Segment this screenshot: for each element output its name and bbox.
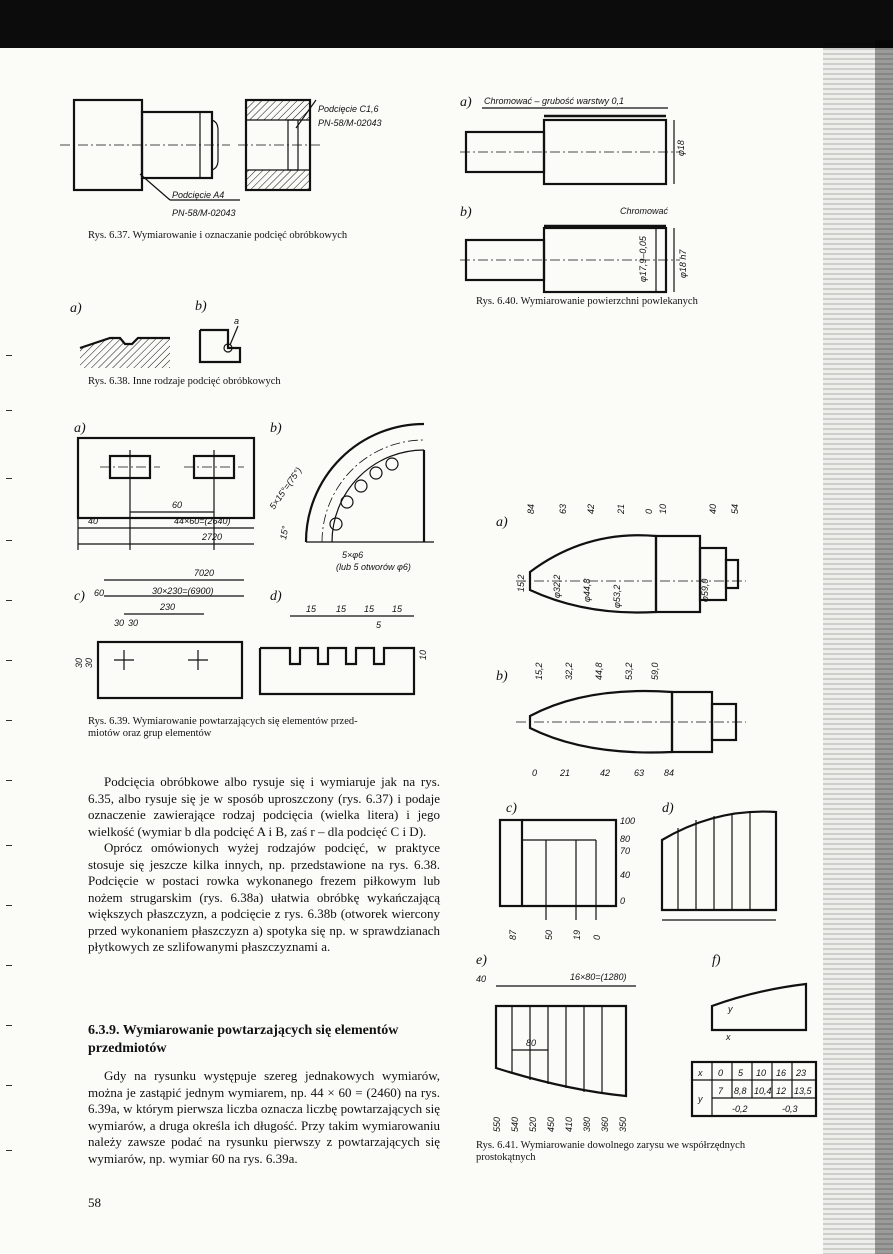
caption-6-38: Rys. 6.38. Inne rodzaje podcięć obróbkowych	[88, 376, 281, 387]
figure-6-41	[476, 490, 816, 940]
table-y-8-8: 8,8	[734, 1086, 747, 1096]
dim-c-87: 87	[508, 929, 518, 940]
label-d: d)	[270, 589, 282, 604]
dim-18: φ18	[676, 140, 686, 156]
table-x-16: 16	[776, 1068, 787, 1078]
dim-a-63: 63	[558, 503, 568, 514]
label-a: a)	[70, 301, 82, 316]
dim-e-520: 520	[528, 1116, 538, 1132]
table-y-7: 7	[718, 1086, 724, 1096]
dim-a-10: 10	[658, 503, 668, 514]
dim-b-59-0: 59,0	[650, 662, 660, 680]
table-y-minus-0-3: -0,3	[782, 1104, 798, 1114]
dim-a: a	[234, 316, 240, 326]
dim-5x6: 5×φ6	[342, 550, 364, 560]
dim-30-d: 30	[84, 657, 94, 668]
label-a: a)	[496, 515, 508, 530]
dim-a-21: 21	[616, 503, 626, 514]
table-x-23: 23	[796, 1068, 807, 1078]
dim-a-0: 0	[644, 508, 654, 514]
dim-e-80: 80	[526, 1038, 537, 1048]
label-podciecie-c: Podcięcie C1,6	[318, 104, 379, 114]
coordinate-table-grid	[692, 1058, 822, 1122]
label-podciecie-a: Podcięcie A4	[172, 190, 225, 200]
dim-30-b: 30	[128, 618, 139, 628]
scan-right-shadow	[875, 40, 893, 1254]
table-y-12: 12	[776, 1086, 787, 1096]
dim-b-53-2: 53,2	[624, 662, 634, 680]
dim-a-44-8: φ44,8	[582, 578, 592, 602]
caption-6-39	[88, 716, 358, 740]
margin-tick	[6, 1150, 12, 1151]
figure-6-40-drawing	[460, 92, 750, 292]
table-y-13-5: 13,5	[794, 1086, 812, 1096]
dim-44x60: 44×60=(2640)	[174, 516, 231, 526]
figure-6-41-drawing	[476, 490, 816, 940]
margin-tick	[6, 540, 12, 541]
dim-10: 10	[418, 649, 428, 660]
margin-tick	[6, 478, 12, 479]
margin-tick	[6, 410, 12, 411]
dim-b-44-8: 44,8	[594, 662, 604, 680]
label-e: e)	[476, 953, 487, 968]
caption-6-40: Rys. 6.40. Wymiarowanie powierzchni powlekanych	[476, 296, 698, 307]
caption-6-41-line2: prostokątnych	[476, 1152, 536, 1163]
caption-6-37: Rys. 6.37. Wymiarowanie i oznaczanie podcięć obróbkowych	[88, 230, 348, 241]
dim-c-70: 70	[620, 846, 631, 856]
dim-e-550: 550	[492, 1116, 502, 1132]
table-y-10-4: 10,4	[754, 1086, 772, 1096]
figure-6-40	[460, 92, 750, 292]
dim-a-54: 54	[730, 503, 740, 514]
dim-17-9: φ17,9–0,05	[638, 236, 648, 282]
coordinate-table	[692, 1058, 822, 1122]
note-chromowac: Chromować	[620, 206, 669, 216]
margin-tick	[6, 1025, 12, 1026]
dim-2720: 2720	[202, 532, 223, 542]
margin-tick	[6, 905, 12, 906]
label-b: b)	[496, 669, 508, 684]
label-d: d)	[662, 801, 674, 816]
margin-tick	[6, 600, 12, 601]
label-b: b)	[270, 421, 282, 436]
dim-e-450: 450	[546, 1116, 556, 1132]
dim-b-0: 0	[532, 768, 538, 778]
paragraph-1: Podcięcia obróbkowe albo rysuje się i wymiaruje jak na rys. 6.35, albo rysuje się je w sposób uproszczony (rys. 6.37) i podaje oznaczenie zawierające rodzaj podcięcia (wielka litera) i jego wielkość (wymiar b dla podcięć A i B, zaś r – dla podcięć C i D).	[88, 774, 440, 839]
dim-40: 40	[88, 516, 99, 526]
label-c: c)	[506, 801, 517, 816]
dim-15deg: 15°	[278, 525, 291, 541]
paragraph-2: Oprócz omówionych wyżej rodzajów podcięć, w praktyce stosuje się jeszcze kilka innych, np. przedstawione na rys. 6.38. Podcięcie w postaci rowka wykonanego frezem piłkowym lub nożem strugarskim (rys. 6.38a) ułatwia obróbkę wykańczającą większych płaszczyzn, a podcięcie z rys. 6.38b (otworek wiercony przed wykonaniem płaszczyzn a) spotyka się np. w sprawdzianach płytkowych ze szlifowanymi płaszczyznami a.	[88, 840, 440, 954]
caption-6-41-line1: Rys. 6.41. Wymiarowanie dowolnego zarysu we współrzędnych	[476, 1140, 746, 1151]
dim-15-d: 15	[392, 604, 403, 614]
caption-6-39-line2: miotów oraz grup elementów	[88, 728, 212, 739]
caption-6-39-line1: Rys. 6.39. Wymiarowanie powtarzających się elementów przed-	[88, 716, 358, 727]
label-f: f)	[712, 953, 721, 968]
dim-b-42: 42	[600, 768, 611, 778]
dim-a-32-2: φ32,2	[552, 574, 562, 598]
margin-tick	[6, 845, 12, 846]
dim-230: 230	[160, 602, 176, 612]
dim-a-42: 42	[586, 503, 596, 514]
figure-6-37-drawing	[60, 90, 382, 230]
dim-lub-5-otworow: (lub 5 otworów φ6)	[336, 562, 411, 572]
margin-tick	[6, 1085, 12, 1086]
dim-15-c: 15	[364, 604, 375, 614]
dim-30-a: 30	[114, 618, 125, 628]
label-y: y	[728, 1004, 733, 1014]
dim-a-53-2: φ53,2	[612, 584, 622, 608]
label-podciecie-c-std: PN-58/M-02043	[318, 118, 382, 128]
dim-30-c: 30	[74, 657, 84, 668]
label-x: x	[726, 1032, 731, 1042]
dim-a-15-2: 15,2	[516, 574, 526, 592]
label-podciecie-a-std: PN-58/M-02043	[172, 208, 236, 218]
dim-e-410: 410	[564, 1116, 574, 1132]
table-x-10: 10	[756, 1068, 767, 1078]
dim-a-59-0: φ59,0	[700, 578, 710, 602]
figure-6-37	[60, 90, 382, 230]
table-y-header: y	[698, 1094, 703, 1104]
dim-a-40: 40	[708, 503, 718, 514]
figure-6-38-drawing	[70, 290, 270, 370]
dim-60-c: 60	[94, 588, 105, 598]
table-y-minus-0-2: -0,2	[732, 1104, 748, 1114]
page-number: 58	[88, 1195, 101, 1210]
label-b: b)	[195, 299, 207, 314]
dim-a-84: 84	[526, 503, 536, 514]
dim-5x15: 5×15°=(75°)	[267, 465, 304, 512]
figure-6-39	[74, 420, 454, 710]
margin-tick	[6, 720, 12, 721]
section-heading: 6.3.9. Wymiarowanie powtarzających się elementów przedmiotów	[88, 1023, 399, 1056]
dim-b-32-2: 32,2	[564, 662, 574, 680]
dim-7020: 7020	[194, 568, 215, 578]
dim-15-b: 15	[336, 604, 347, 614]
scan-top-band	[0, 0, 893, 48]
dim-5: 5	[376, 620, 382, 630]
dim-c-80: 80	[620, 834, 631, 844]
dim-60: 60	[172, 500, 183, 510]
margin-tick	[6, 780, 12, 781]
dim-e-360: 360	[600, 1116, 610, 1132]
dim-e-16x80: 16×80=(1280)	[570, 972, 627, 982]
figure-6-39-drawing	[74, 420, 454, 710]
note-chromowac-grubosc: Chromować – grubość warstwy 0,1	[484, 96, 625, 106]
margin-tick	[6, 660, 12, 661]
dim-b-15-2: 15,2	[534, 662, 544, 680]
dim-c-19: 19	[572, 929, 582, 940]
caption-6-41	[476, 1140, 826, 1164]
dim-e-40: 40	[476, 974, 487, 984]
dim-c-0: 0	[620, 896, 626, 906]
body-paragraphs-1	[88, 774, 440, 956]
margin-tick	[6, 965, 12, 966]
body-paragraphs-2	[88, 1068, 440, 1167]
dim-e-350: 350	[618, 1116, 628, 1132]
dim-18h7: φ18 h7	[678, 249, 688, 278]
dim-c-40: 40	[620, 870, 631, 880]
dim-b-21: 21	[560, 768, 571, 778]
dim-b-63: 63	[634, 768, 645, 778]
margin-tick	[6, 355, 12, 356]
table-x-header: x	[698, 1068, 703, 1078]
label-a: a)	[74, 421, 86, 436]
dim-e-380: 380	[582, 1116, 592, 1132]
figure-6-38	[70, 290, 270, 370]
paragraph-3: Gdy na rysunku występuje szereg jednakowych wymiarów, można je zastąpić jednym wymiarem, np. 44 × 60 = (2460) na rys. 6.39a, w którym pierwsza liczba oznacza liczbę powtarzających się wymiarów, a druga określa ich długość. Przy takim wymiarowaniu należy zawsze podać na rysunku pierwszy z powtarzających się wymiarów, np. wymiar 60 na rys. 6.39a.	[88, 1068, 440, 1166]
dim-c-50: 50	[544, 929, 554, 940]
table-x-5: 5	[738, 1068, 744, 1078]
label-a: a)	[460, 95, 472, 110]
dim-c-0-b: 0	[592, 934, 602, 940]
dim-15-a: 15	[306, 604, 317, 614]
dim-b-84: 84	[664, 768, 675, 778]
dim-e-540: 540	[510, 1116, 520, 1132]
dim-30x230: 30×230=(6900)	[152, 586, 214, 596]
label-c: c)	[74, 589, 85, 604]
table-x-0: 0	[718, 1068, 724, 1078]
dim-c-100: 100	[620, 816, 636, 826]
label-b: b)	[460, 205, 472, 220]
